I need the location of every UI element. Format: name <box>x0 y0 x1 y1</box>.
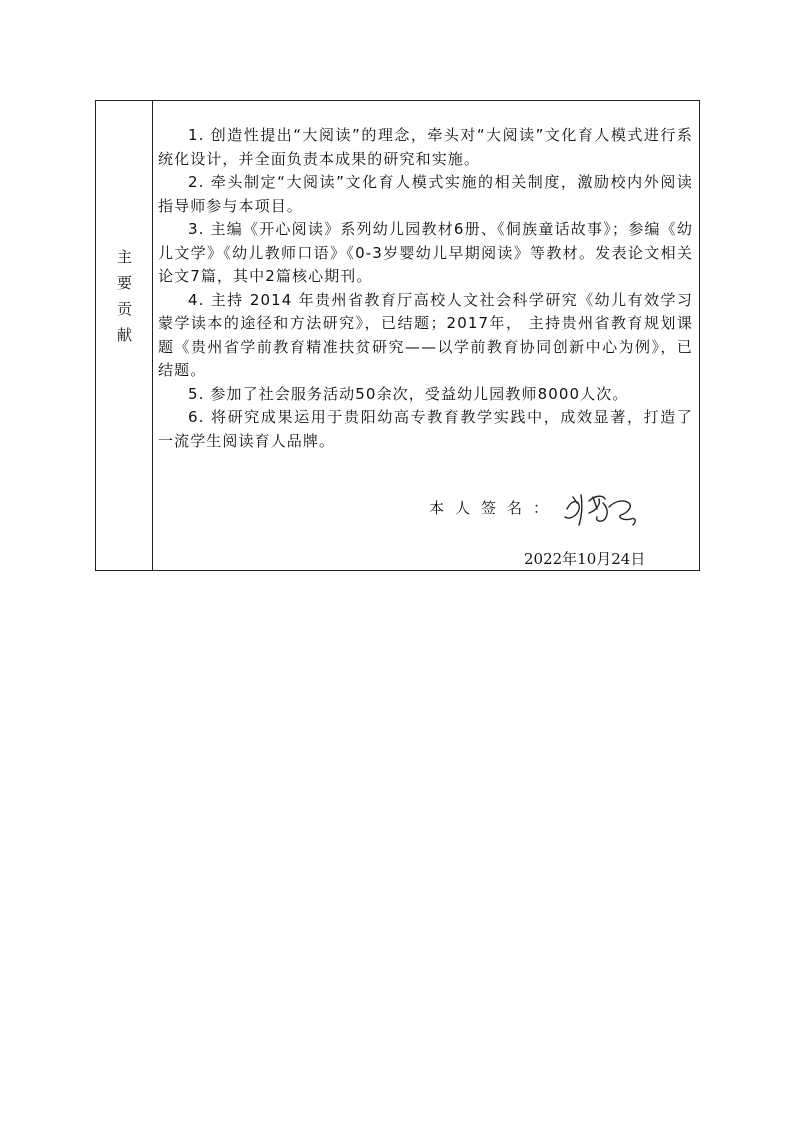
signature-row <box>429 493 679 533</box>
signature-label: 本人签名： <box>429 499 560 517</box>
contribution-table <box>95 100 700 571</box>
contribution-item-5: 5. 参加了社会服务活动50余次，受益幼儿园教师8000人次。 <box>188 384 629 403</box>
contribution-item-3: 3. 主编《开心阅读》系列幼儿园教材6册、《侗族童话故事》；参编《幼儿文学》《幼儿教师口语》《0-3岁婴幼儿早期阅读》等教材。发表论文相关论文7篇，其中2篇核心期刊。 <box>158 220 693 285</box>
row-label <box>96 244 153 348</box>
contribution-item-4: 4. 主持 2014 年贵州省教育厅高校人文社会科学研究《幼儿有效学习蒙学读本的途径和方法研究》，已结题；2017年， 主持贵州省教育规划课题《贵州省学前教育精准扶贫研究——以学前教育协同创新中心为例》，已结题。 <box>158 290 693 379</box>
label-cell <box>96 101 153 570</box>
label-char: 献 <box>116 326 132 344</box>
label-char: 贡 <box>116 300 132 318</box>
label-char: 要 <box>116 274 132 292</box>
signature-date: 2022年10月24日 <box>524 550 646 568</box>
label-char: 主 <box>116 248 132 266</box>
contribution-item-6: 6. 将研究成果运用于贵阳幼高专教育教学实践中，成效显著，打造了一流学生阅读育人品牌。 <box>158 408 693 450</box>
contribution-item-1: 1. 创造性提出“大阅读”的理念，牵头对“大阅读”文化育人模式进行系统化设计，并全面负责本成果的研究和实施。 <box>158 126 693 168</box>
contribution-item-2: 2. 牵头制定“大阅读”文化育人模式实施的相关制度，激励校内外阅读指导师参与本项目。 <box>158 173 693 215</box>
content-cell <box>153 101 699 570</box>
handwritten-signature <box>559 487 641 531</box>
contribution-list <box>158 124 693 453</box>
